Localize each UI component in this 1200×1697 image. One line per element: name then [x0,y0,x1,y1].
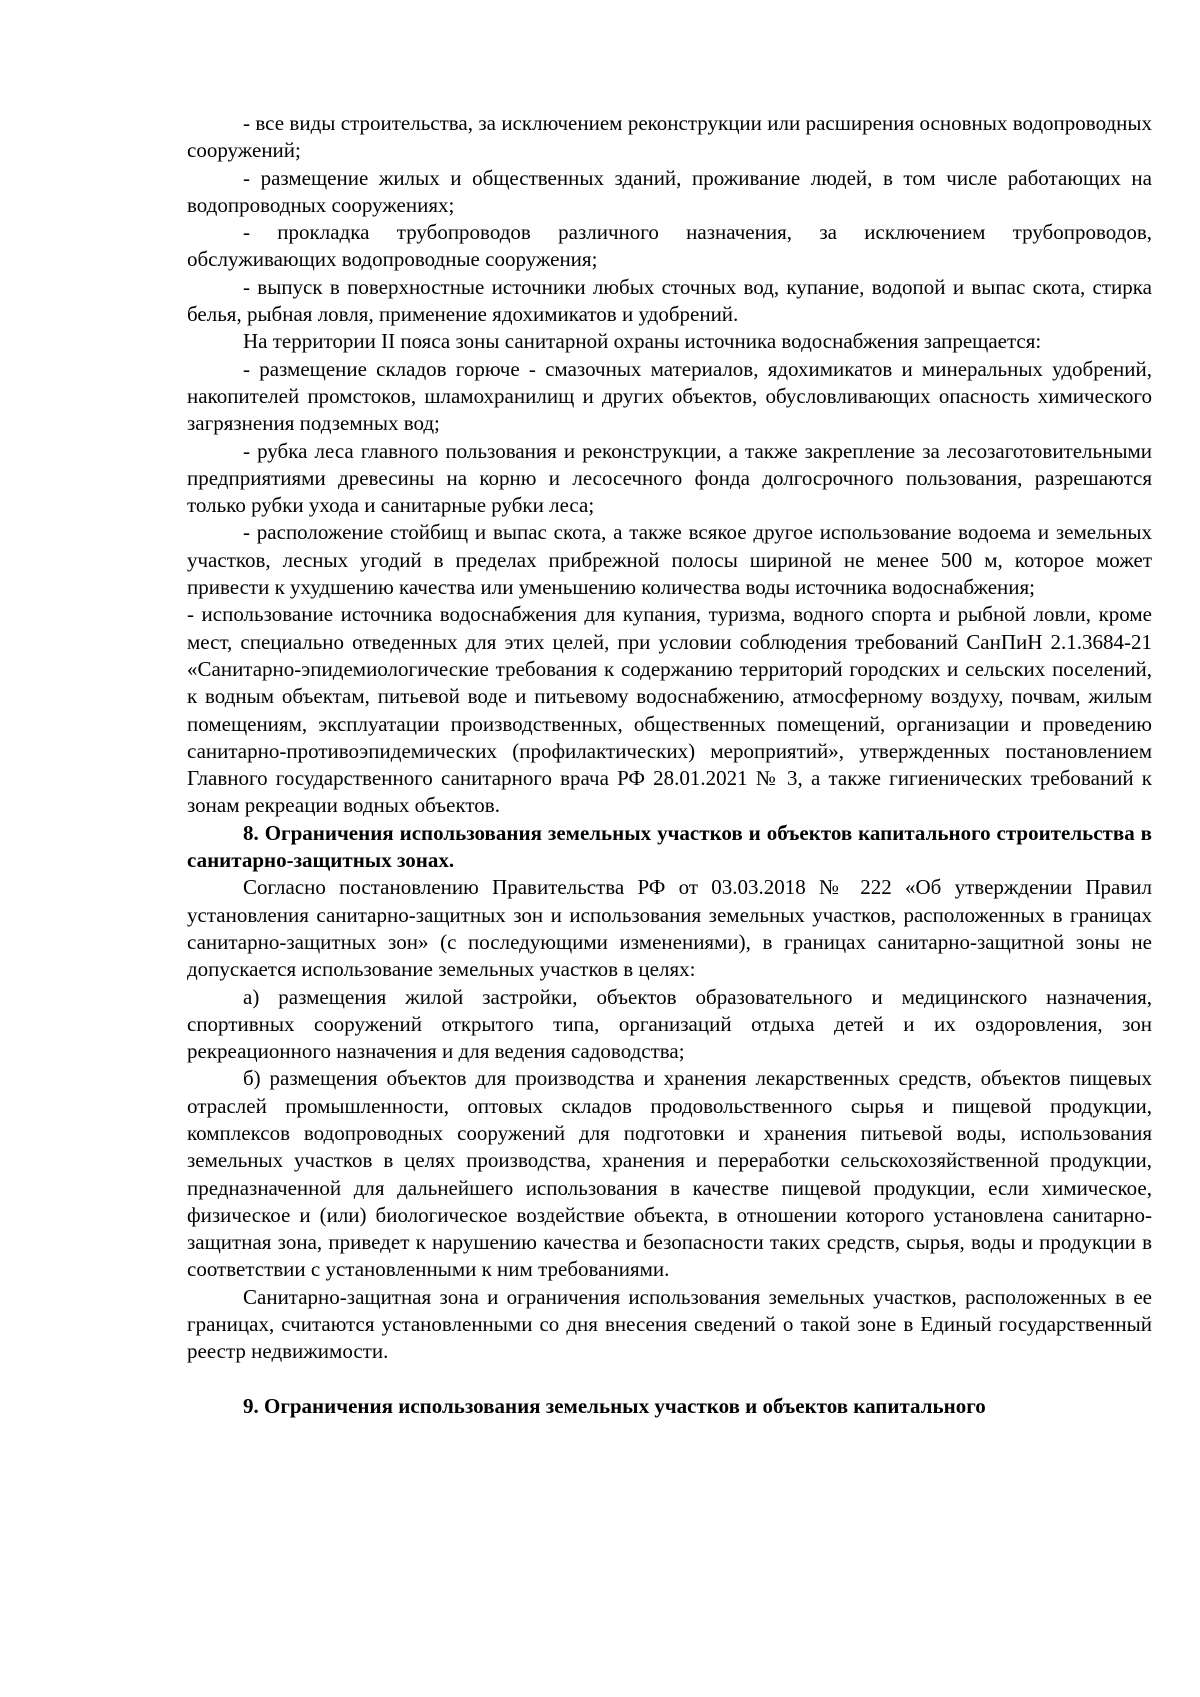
section-heading-9: 9. Ограничения использования земельных участков и объектов капитального [243,1393,986,1418]
paragraph-item-b: б) размещения объектов для производства и хранения лекарственных средств, объектов пищевых отраслей промышленности, оптовых складов продовольственного сырья и пищевой продукции, комплексов водопроводных сооружений для подготовки и хранения питьевой воды, использования земельных участков в целях производства, хранения и переработки сельскохозяйственной продукции, предназначенной для дальнейшего использования в качестве пищевой продукции, если химическое, физическое и (или) биологическое воздействие объекта, в отношении которого установлена санитарно-защитная зона, приведет к нарушению качества и безопасности таких средств, сырья, воды и продукции в соответствии с установленными к ним требованиями. [187,1066,1152,1282]
paragraph-housing-ban: - размещение жилых и общественных зданий, проживание людей, в том числе работающих на водопроводных сооружениях; [187,165,1152,217]
document-page [187,110,1152,1420]
paragraph-decree-222: Согласно постановлению Правительства РФ от 03.03.2018 № 222 «Об утверждении Правил установления санитарно-защитных зон и использования земельных участков, расположенных в границах санитарно-защитных зон» (с последующими изменениями), в границах санитарно-защитной зоны не допускается использование земельных участков в целях: [187,875,1152,982]
paragraph-recreation-ban: - использование источника водоснабжения для купания, туризма, водного спорта и рыбной ловли, кроме мест, специально отведенных для этих целей, при условии соблюдения требований СанПиН 2.1.3684-21 «Санитарно-эпидемиологические требования к содержанию территорий городских и сельских поселений, к водным объектам, питьевой воде и питьевому водоснабжению, атмосферному воздуху, почвам, жилым помещениям, эксплуатации производственных, общественных помещений, организации и проведению санитарно-противоэпидемических (профилактических) мероприятий», утвержденных постановлением Главного государственного санитарного врача РФ 28.01.2021 № 3, а также гигиенических требований к зонам рекреации водных объектов. [187,602,1152,818]
paragraph-discharge-ban: - выпуск в поверхностные источники любых сточных вод, купание, водопой и выпас скота, стирка белья, рыбная ловля, применение ядохимикатов и удобрений. [187,274,1152,327]
paragraph-pipelines-ban: - прокладка трубопроводов различного назначения, за исключением трубопроводов, обслуживающих водопроводные сооружения; [187,220,1152,272]
paragraph-storage-ban: - размещение складов горюче - смазочных материалов, ядохимикатов и минеральных удобрений, накопителей промстоков, шламохранилищ и других объектов, обусловливающих опасность химического загрязнения подземных вод; [187,356,1152,436]
paragraph-zone-ii-intro: На территории II пояса зоны санитарной охраны источника водоснабжения запрещается: [243,329,1042,354]
paragraph-grazing-ban: - расположение стойбищ и выпас скота, а также всякое другое использование водоема и земельных участков, лесных угодий в пределах прибрежной полосы шириной не менее 500 м, которое может привести к ухудшению качества или уменьшению количества воды источника водоснабжения; [187,520,1152,600]
paragraph-logging-ban: - рубка леса главного пользования и реконструкции, а также закрепление за лесозаготовительными предприятиями древесины на корню и лесосечного фонда долгосрочного пользования, разрешаются только рубки ухода и санитарные рубки леса; [187,438,1152,518]
spacer [187,1366,1152,1393]
paragraph-registry: Санитарно-защитная зона и ограничения использования земельных участков, расположенных в ее границах, считаются установленными со дня внесения сведений о такой зоне в Единый государственный реестр недвижимости. [187,1284,1152,1364]
section-heading-8: 8. Ограничения использования земельных участков и объектов капитального строительства в санитарно-защитных зонах. [187,820,1152,873]
paragraph-construction-ban: - все виды строительства, за исключением реконструкции или расширения основных водопроводных сооружений; [187,111,1152,163]
paragraph-item-a: а) размещения жилой застройки, объектов образовательного и медицинского назначения, спортивных сооружений открытого типа, организаций отдыха детей и их оздоровления, зон рекреационного назначения и для ведения садоводства; [187,984,1152,1064]
